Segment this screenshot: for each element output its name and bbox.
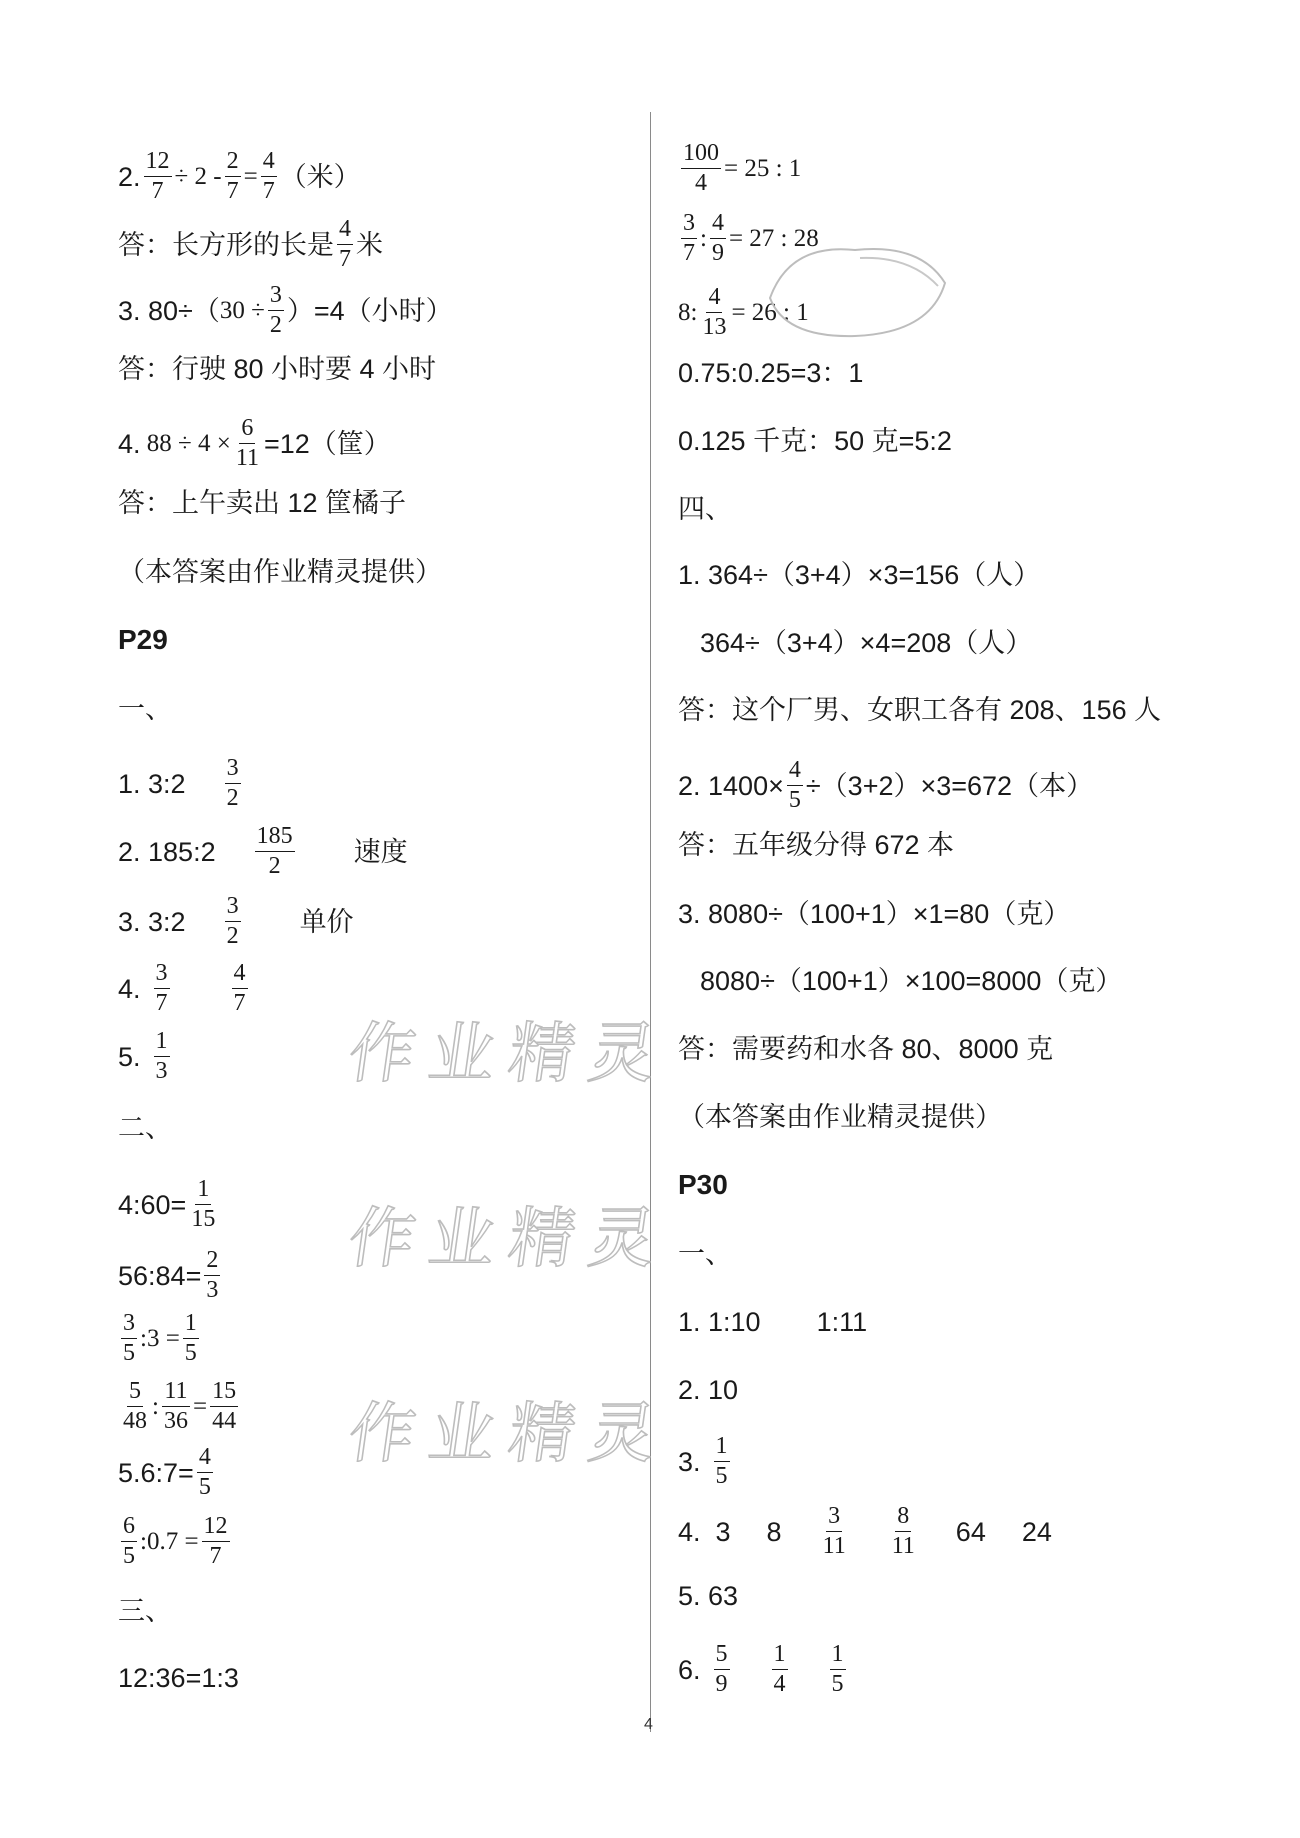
right-q1b: 364÷（3+4）×4=208（人） <box>700 628 1033 658</box>
heading-p30: P30 <box>678 1169 728 1200</box>
watermark: 作业精灵 <box>343 1015 675 1092</box>
watermark: 作业精灵 <box>343 1200 675 1277</box>
watermark: 作业精灵 <box>343 1395 675 1472</box>
p30-1-5: 5. 63 <box>678 1581 739 1611</box>
ratio-6: $\frac{6}{5}$ :0.7 = $\frac{12}{7}$ <box>123 1513 228 1569</box>
p29-1-5: 5. $\frac{1}{3}$ <box>118 1028 168 1084</box>
right-q3a: 3. 8080÷（100+1）×1=80（克） <box>678 899 1071 929</box>
ratio-last: 12:36=1:3 <box>118 1663 239 1693</box>
right-q1a: 1. 364÷（3+4）×3=156（人） <box>678 560 1041 590</box>
left-q3-answer: 答：行驶 80 小时要 4 小时 <box>118 354 437 384</box>
right-section-4: 四、 <box>678 494 732 524</box>
p29-1-4: 4. $\frac{3}{7}$ $\frac{4}{7}$ <box>118 960 246 1016</box>
left-credit: （本答案由作业精灵提供） <box>118 557 442 587</box>
p30-1-1: 1. 1:10 1:11 <box>678 1307 868 1337</box>
ratio-4: $\frac{5}{48}$ : $\frac{11}{36}$ = $\frac{15}{44}$ <box>123 1378 237 1434</box>
p30-1-4: 4. 3 8 $\frac{3}{11}$ $\frac{8}{11}$ 64 24 <box>678 1503 1052 1559</box>
heading-p29: P29 <box>118 624 168 655</box>
left-section-3: 三、 <box>118 1596 172 1626</box>
p30-1-2: 2. 10 <box>678 1375 739 1405</box>
ratio-5: 5.6:7= $\frac{4}{5}$ <box>118 1444 211 1500</box>
right-q2-formula: 2. 1400× $\frac{4}{5}$ ÷（3+2）×3=672（本） <box>678 757 1094 813</box>
right-credit: （本答案由作业精灵提供） <box>678 1102 1002 1132</box>
stamp-logo <box>760 238 950 343</box>
right-q2-answer: 答：五年级分得 672 本 <box>678 830 955 860</box>
page-number: 4 <box>644 1716 653 1733</box>
right-ratio-5: 0.125 千克：50 克=5:2 <box>678 426 952 456</box>
right-ratio-1: $\frac{100}{4}$ = 25 : 1 <box>683 140 802 196</box>
ratio-2: 56:84= $\frac{2}{3}$ <box>118 1247 219 1303</box>
left-section-2: 二、 <box>118 1113 172 1143</box>
left-q3-formula: 3. 80÷（ 30 ÷ $\frac{3}{2}$ ） =4（小时） <box>118 282 453 338</box>
left-q4-answer: 答：上午卖出 12 筐橘子 <box>118 488 407 518</box>
p30-1-3: 3. $\frac{1}{5}$ <box>678 1433 728 1489</box>
right-q3b: 8080÷（100+1）×100=8000（克） <box>700 966 1123 996</box>
p30-1-6: 6. $\frac{5}{9}$ $\frac{1}{4}$ $\frac{1}{5}$ <box>678 1641 844 1697</box>
left-q4-formula: 4. 88 ÷ 4 × $\frac{6}{11}$ =12（筐） <box>118 415 391 471</box>
right-q3-answer: 答：需要药和水各 80、8000 克 <box>678 1034 1054 1064</box>
p29-1-2: 2. 185:2 $\frac{185}{2}$ 速度 <box>118 823 408 879</box>
right-ratio-2: $\frac{3}{7}$ : $\frac{4}{9}$ = 27 : 28 <box>683 210 819 266</box>
p29-1-1: 1. 3:2 $\frac{3}{2}$ <box>118 755 239 811</box>
right-ratio-4: 0.75:0.25=3：1 <box>678 358 864 388</box>
left-q2-formula: 2. $\frac{12}{7}$ ÷ 2 - $\frac{2}{7}$ = $\frac{4}{7}$ （米） <box>118 148 361 204</box>
left-section-1: 一、 <box>118 694 172 724</box>
column-divider <box>650 112 651 1732</box>
ratio-1: 4:60= $\frac{1}{15}$ <box>118 1176 216 1232</box>
left-q2-answer: 答：长方形的长是 $\frac{4}{7}$ 米 <box>118 216 383 272</box>
right-ratio-3: 8: $\frac{4}{13}$ = 26 : 1 <box>678 284 809 340</box>
ratio-3: $\frac{3}{5}$ :3 = $\frac{1}{5}$ <box>123 1310 197 1366</box>
right-q1-answer: 答：这个厂男、女职工各有 208、156 人 <box>678 695 1162 725</box>
right-section-1: 一、 <box>678 1239 732 1269</box>
p29-1-3: 3. 3:2 $\frac{3}{2}$ 单价 <box>118 893 354 949</box>
